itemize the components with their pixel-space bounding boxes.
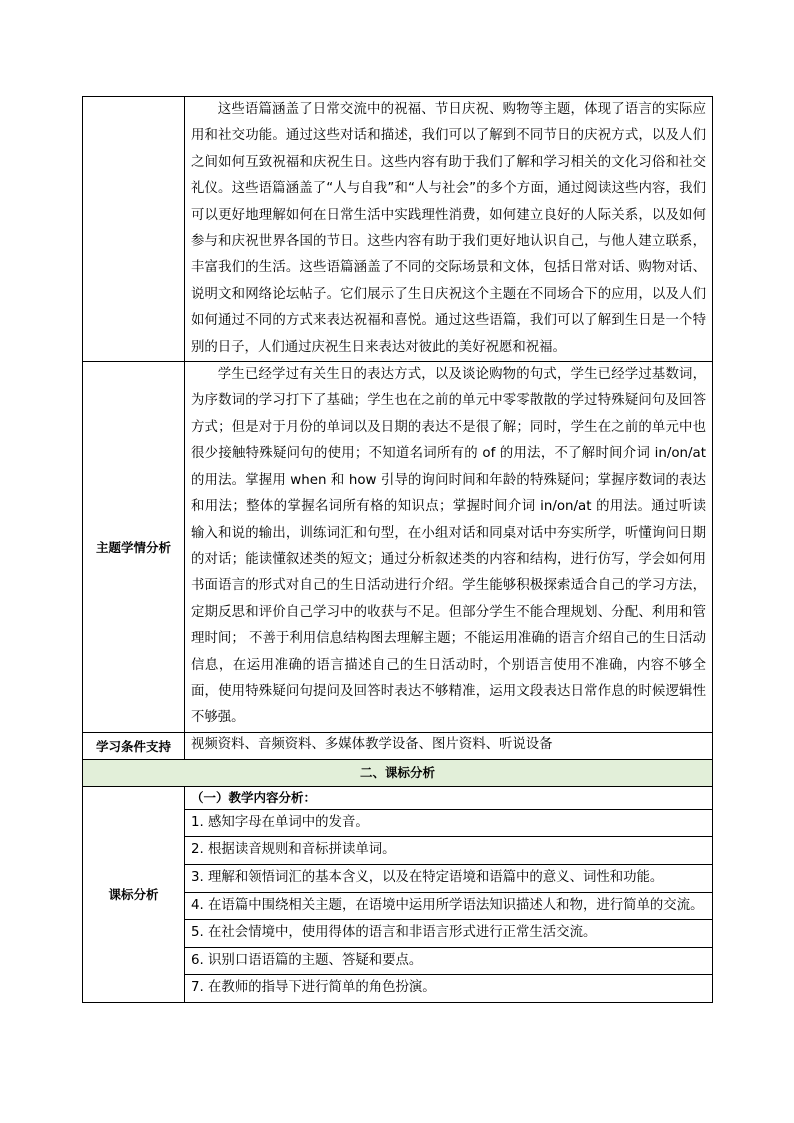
standard-item: 6. 识别口语语篇的主题、答疑和要点。	[185, 947, 712, 975]
curriculum-standards-content	[185, 786, 713, 1002]
section-header-row	[83, 759, 713, 786]
standard-item: 1. 感知字母在单词中的发音。	[185, 809, 712, 837]
standard-item: 3. 理解和领悟词汇的基本含义，以及在特定语境和语篇中的意义、词性和功能。	[185, 864, 712, 892]
lesson-plan-table	[82, 96, 713, 1003]
standard-item: 7. 在教师的指导下进行简单的角色扮演。	[185, 974, 712, 1002]
learning-support-content: 视频资料、音频资料、多媒体教学设备、图片资料、听说设备	[185, 732, 713, 759]
standards-subtitle: （一）教学内容分析：	[191, 789, 317, 805]
standard-item: 2. 根据读音规则和音标拼读单词。	[185, 836, 712, 864]
section-title: 二、课标分析	[83, 759, 713, 786]
row-learner-analysis	[83, 362, 713, 733]
learning-support-label: 学习条件支持	[83, 732, 185, 759]
standard-item: 4. 在语篇中围绕相关主题，在语境中运用所学语法知识描述人和物，进行简单的交流。	[185, 892, 712, 920]
row-label-empty	[83, 97, 185, 362]
learner-analysis-content	[185, 362, 713, 733]
row-curriculum-standards	[83, 786, 713, 1002]
text-background-content	[185, 97, 713, 362]
learner-analysis-paragraph: 学生已经学过有关生日的表达方式，以及谈论购物的句式，学生已经学过基数词，为序数词的学习打下了基础；学生也在之前的单元中零零散散的学过特殊疑问句及回答方式；但是对于月份的单词以及日期的表达不是很了解；同时，学生在之前的单元中也很少接触特殊疑问句的使用；不知道名词所有的 of 的用法，不了解时间介词 in/on/at 的用法。掌握用 when 和 how 引导的询问时间和年龄的特殊疑问；掌握序数词的表达和用法；整体的掌握名词所有格的知识点；掌握时间介词 in/on/at 的用法。通过听读输入和说的输出，训练词汇和句型，在小组对话和同桌对话中夯实所学，听懂询问日期的对话；能读懂叙述类的短文；通过分析叙述类的内容和结构，进行仿写，学会如何用书面语言的形式对自己的生日活动进行介绍。学生能够积极探索适合自己的学习方法，定期反思和评价自己学习中的收获与不足。但部分学生不能合理规划、分配、利用和管理时间； 不善于利用信息结构图去理解主题；不能运用准确的语言介绍自己的生日活动信息，在运用准确的语言描述自己的生日活动时，个别语言使用不准确，内容不够全面，使用特殊疑问句提问及回答时表达不够精准，运用文段表达日常作息的时候逻辑性不够强。	[191, 367, 706, 726]
row-learning-support	[83, 732, 713, 759]
text-background-paragraph: 这些语篇涵盖了日常交流中的祝福、节日庆祝、购物等主题，体现了语言的实际应用和社交功能。通过这些对话和描述，我们可以了解到不同节日的庆祝方式，以及人们之间如何互致祝福和庆祝生日。这些内容有助于我们了解和学习相关的文化习俗和社交礼仪。这些语篇涵盖了“人与自我”和“人与社会”的多个方面，通过阅读这些内容，我们可以更好地理解如何在日常生活中实践理性消费，如何建立良好的人际关系，以及如何参与和庆祝世界各国的节日。这些内容有助于我们更好地认识自己，与他人建立联系，丰富我们的生活。这些语篇涵盖了不同的交际场景和文体，包括日常对话、购物对话、说明文和网络论坛帖子。它们展示了生日庆祝这个主题在不同场合下的应用，以及人们如何通过不同的方式来表达祝福和喜悦。通过这些语篇，我们可以了解到生日是一个特别的日子，人们通过庆祝生日来表达对彼此的美好祝愿和祝福。	[191, 102, 706, 355]
curriculum-standards-label: 课标分析	[83, 786, 185, 1002]
learner-analysis-label: 主题学情分析	[83, 362, 185, 733]
row-text-background	[83, 97, 713, 362]
standard-item: 5. 在社会情境中，使用得体的语言和非语言形式进行正常生活交流。	[185, 919, 712, 947]
